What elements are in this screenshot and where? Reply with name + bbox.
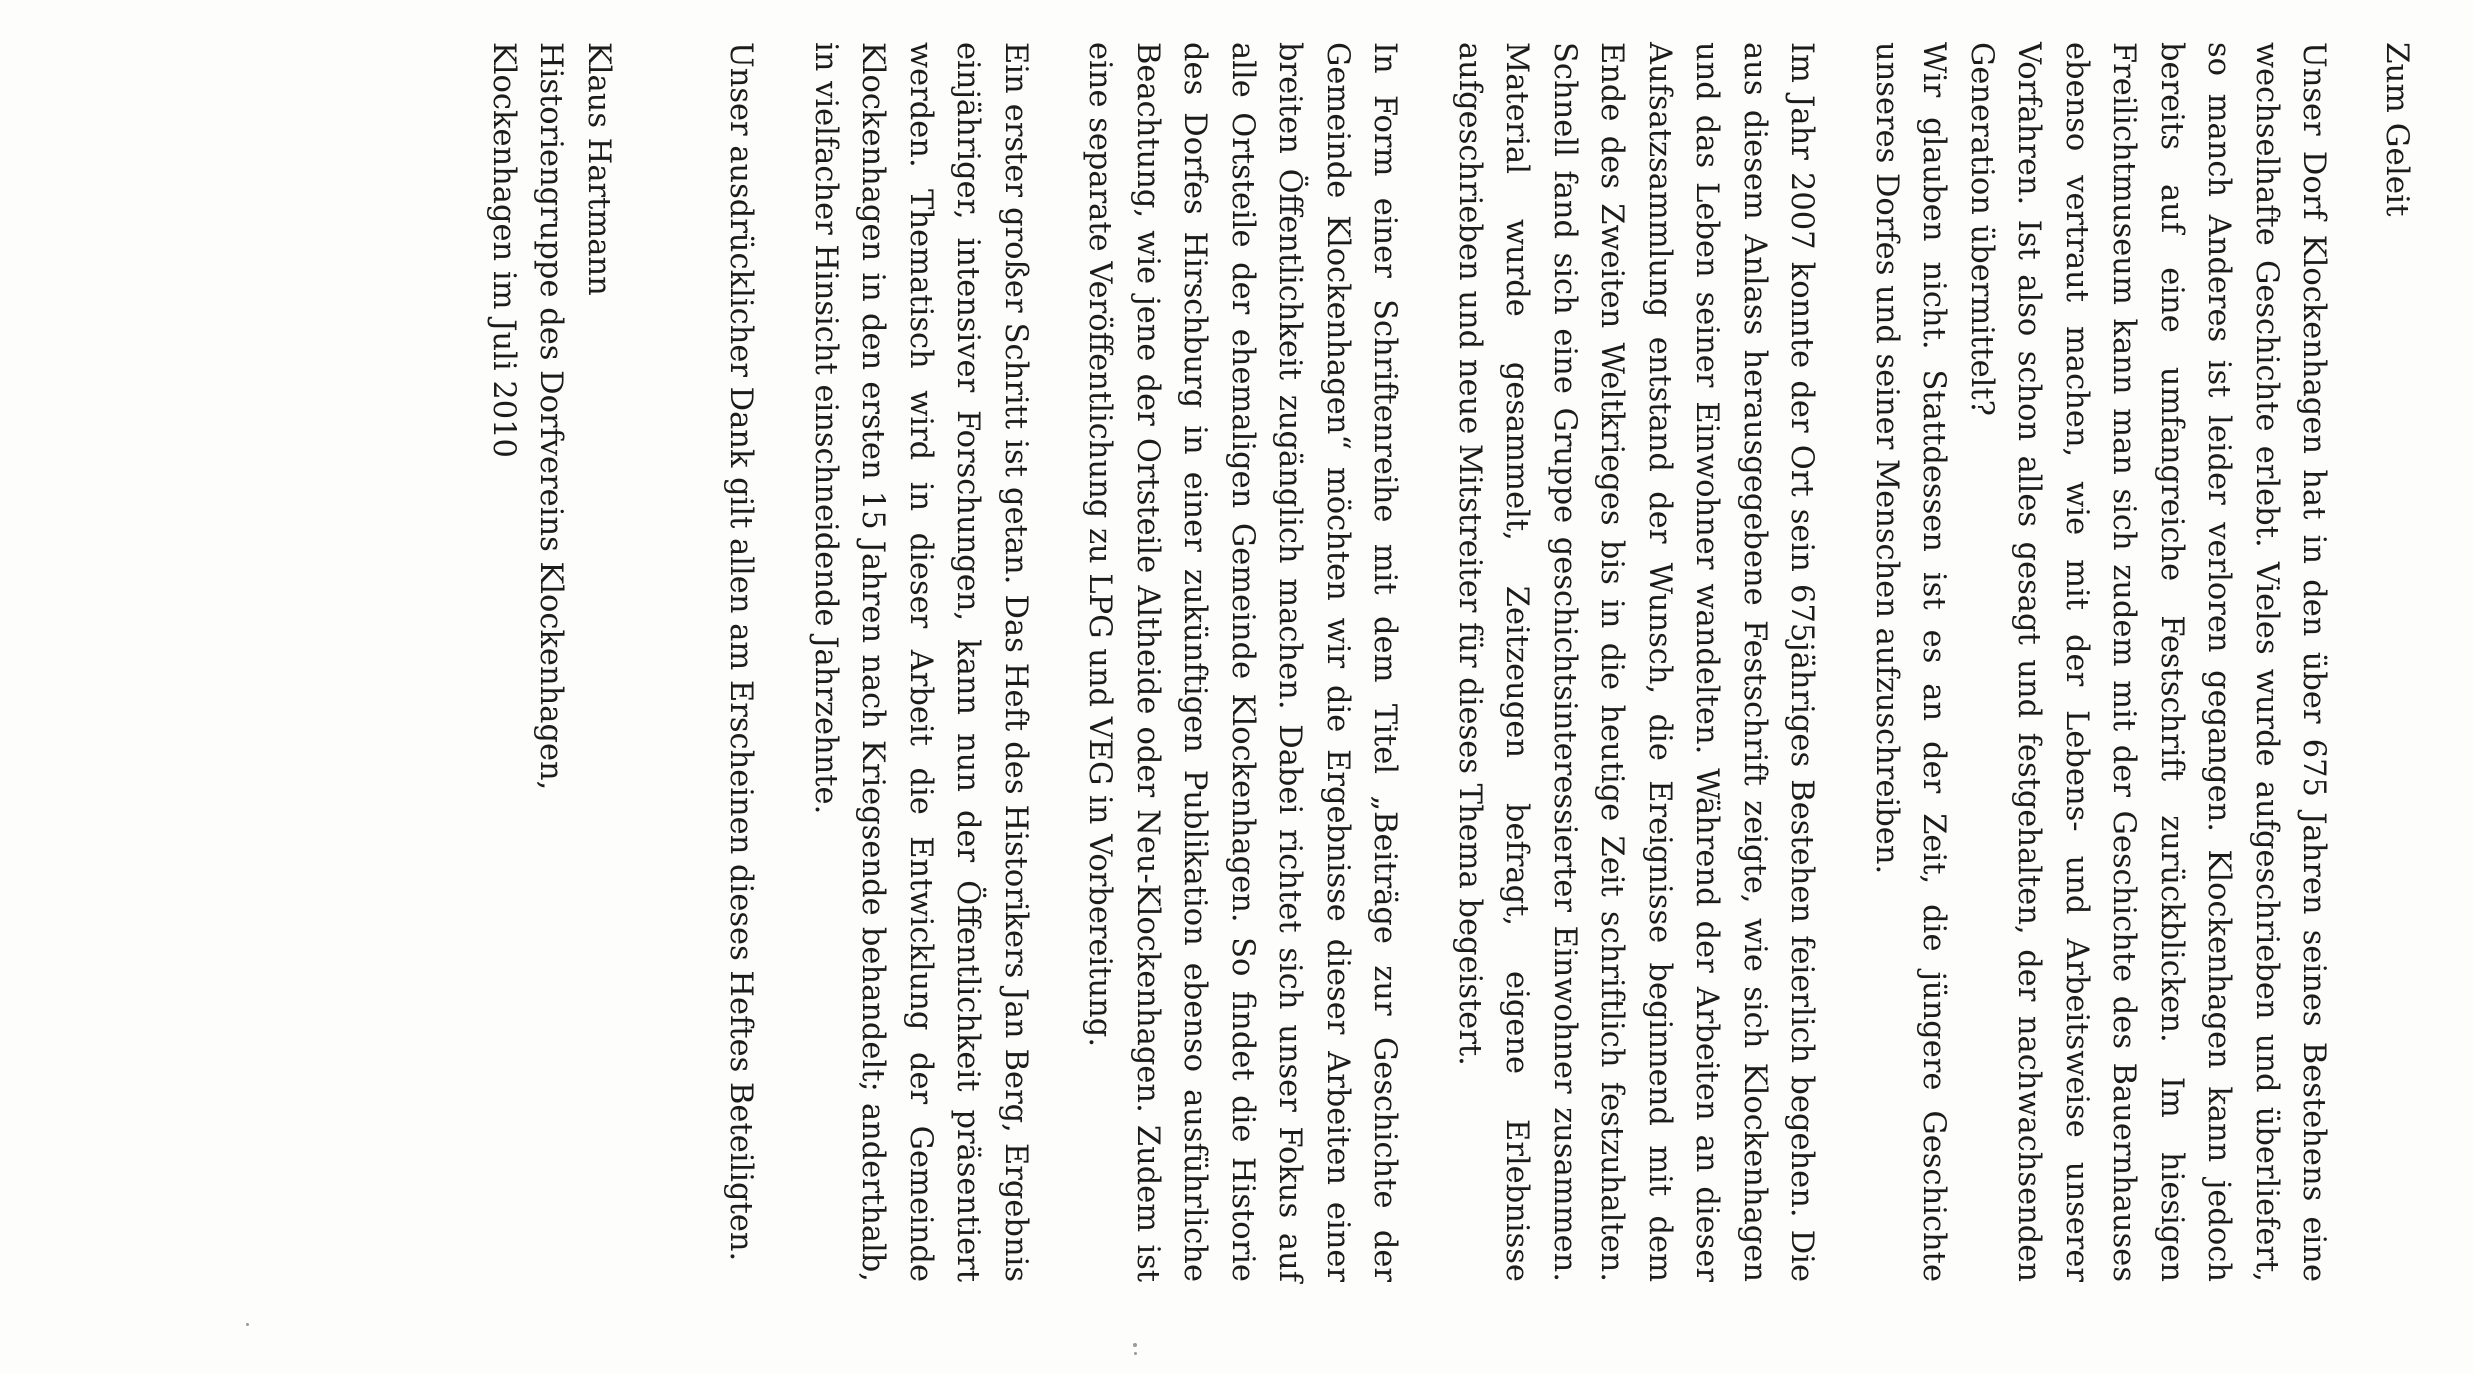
paragraph-anniversary: Im Jahr 2007 konnte der Ort sein 675jähriges Bestehen feierlich begehen. Die aus diesem Anlass herausgegebene Festschrift zeigte, wie sich Klockenhagen und das Leben seiner Einwohner wandelten. Während der Arbeiten an dieser Aufsatzsammlung entstand der Wunsch, die Ereignisse beginnend mit dem Ende des Zweiten Weltkrieges bis in die heutige Zeit schriftlich festzuhalten. Schnell fand sich eine Gruppe geschichtsinteressierter Einwohner zusammen. Material wurde gesammelt, Zeitzeugen befragt, eigene Erlebnisse aufgeschrieben und neue Mitstreiter für dieses Thema begeistert. <box>1452 42 1820 1282</box>
scan-speck <box>1134 1352 1137 1355</box>
scan-speck <box>1133 1343 1137 1347</box>
signature-place-date: Klockenhagen im Juli 2010 <box>486 42 521 458</box>
paragraph-thanks: Unser ausdrücklicher Dank gilt allen am Erscheinen dieses Heftes Beteiligten. <box>723 42 759 1262</box>
rotated-text-frame <box>200 42 2420 1282</box>
paragraph-series: In Form einer Schriftenreihe mit dem Titel „Beiträge zur Geschichte der Gemeinde Klockenhagen“ möchten wir die Ergebnisse dieser Arbeiten einer breiten Öffentlichkeit zugänglich machen. Dabei richtet sich unser Fokus auf alle Ortsteile der ehemaligen Gemeinde Klockenhagen. So findet die Historie des Dorfes Hirschburg in einer zukünftigen Publikation ebenso ausführliche Beachtung, wie jene der Ortsteile Altheide oder Neu-Klockenhagen. Zudem ist eine separate Veröffentlichung zu LPG und VEG in Vorbereitung. <box>1082 42 1403 1282</box>
paragraph-belief: Wir glauben nicht. Stattdessen ist es an der Zeit, die jüngere Geschichte unseres Dorfes und seiner Menschen aufzuschreiben. <box>1869 42 1952 1282</box>
page-title: Zum Geleit <box>2379 42 2415 217</box>
scan-speck <box>246 1323 249 1326</box>
signature-block <box>480 42 623 1282</box>
signature-name: Klaus Hartmann <box>581 42 616 296</box>
paragraph-first-step: Ein erster großer Schritt ist getan. Das Heft des Historikers Jan Berg, Ergebnis einjähriger, intensiver Forschungen, kann nun der Öffentlichkeit präsentiert werden. Thematisch wird in dieser Arbeit die Entwicklung der Gemeinde Klockenhagen in den ersten 15 Jahren nach Kriegsende behandelt; anderthalb, in vielfacher Hinsicht einschneidende Jahrzehnte. <box>808 42 1033 1282</box>
paragraph-intro: Unser Dorf Klockenhagen hat in den über 675 Jahren seines Bestehens eine wechselhafte Geschichte erlebt. Vieles wurde aufgeschrieben und überliefert, so manch Anderes ist leider verloren gegangen. Klockenhagen kann jedoch bereits auf eine umfangreiche Festschrift zurückblicken. Im hiesigen Freilichtmuseum kann man sich zudem mit der Geschichte des Bauernhauses ebenso vertraut machen, wie mit der Lebens- und Arbeitsweise unserer Vorfahren. Ist also schon alles gesagt und festgehalten, der nachwachsenden Generation übermittelt? <box>1964 42 2332 1282</box>
signature-role: Historiengruppe des Dorfvereins Klockenhagen, <box>533 42 569 791</box>
